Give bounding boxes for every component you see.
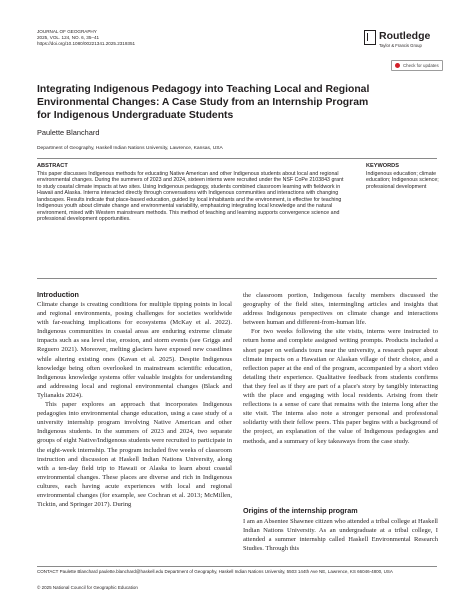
right-column [243,291,438,446]
author-name: Paulette Blanchard [37,128,100,137]
article-title: Integrating Indigenous Pedagogy into Teaching Local and Regional Environmental Changes: A Case Study from an Internship Program for Indigenous Undergraduate Students [37,84,370,121]
abstract-heading: ABSTRACT [37,163,68,169]
divider-top [37,158,437,159]
divider-footer [37,566,437,567]
section-heading-introduction: Introduction [37,290,79,299]
keywords-heading: KEYWORDS [366,163,399,169]
intro-paragraph-2: This paper explores an approach that incorporates Indigenous pedagogies into environmental change education, using a case study of a university internship program involving Native American and other Indigenous students. In the summers of 2023 and 2024, two separate groups of eight Native/Indigenous students were recruited to participate in the eight-week internship. The program included five weeks of classroom instruction and discussion at Haskell Indian Nations University, along with a ten-day field trip to Hawaii or Alaska to learn about coastal environmental changes. These places are diverse and rich in Indigenous cultures, each having acute experiences with local and regional environmental changes (for example, see Cochran et al. 2013; McMillen, Ticktin, and Springer 2017). During [37,401,232,509]
journal-header [37,29,135,48]
section-heading-origins: Origins of the internship program [243,506,358,515]
routledge-logo-icon [364,30,376,45]
journal-volume: 2025, VOL. 124, NO. 6, 35–41 [37,35,100,41]
publisher-name: Routledge [379,30,431,42]
doi-link[interactable]: https://doi.org/10.1080/00221341.2025.2319351 [37,41,136,47]
contact-footnote: CONTACT Paulette Blanchard paulette.blanchard@haskell.edu Department of Geography, Haskell Indian Nations University, 5503 144th Ave NE, Lawrence, KS 66046-4800, USA [37,569,393,574]
author-affiliation: Department of Geography, Haskell Indian Nations University, Lawrence, Kansas, USA [37,146,223,151]
journal-name: JOURNAL OF GEOGRAPHY [37,29,97,34]
check-updates-button[interactable] [391,60,443,71]
divider-abstract [37,278,437,279]
abstract-text: This paper discusses Indigenous methods for educating Native American and other Indigenous students about local and regional environmental changes. During the summers of 2023 and 2024, sixteen interns were recruited under the NSF CoPe 2103843 grant to study coastal climate impacts at two sites. Using Indigenous pedagogy, students combined classroom learning with fieldwork in Hawaii and Alaska. Interns interacted directly through conversations with Indigenous communities and interactions with changing landscapes. Results indicate that place-based education, guided by local inhabitants and the environment, is effective for teaching Indigenous youth about climate change and environmental variability, emphasizing integrating local knowledge and the natural environment, mixed with Western mainstream methods. This method of teaching and learning supports convergence science and professional development opportunities. [37,171,344,223]
intro-paragraph-1: Climate change is creating conditions for multiple tipping points in local and regional environments, posing challenges for societies worldwide with far-reaching implications for ecosystems (McKay et al. 2022). Indigenous communities in coastal areas are enduring extreme climate impacts such as sea level rise, erosion, and storm events (see Griggs and Reguero 2021). Moreover, melting glaciers have exposed new coastlines while altering existing ones (Kavan et al. 2025). Despite Indigenous knowledge being often overlooked in mainstream scientific education, Indigenous knowledge systems offer valuable insights for understanding and addressing local and regional environmental changes (Black and Tylianakis 2024). [37,301,232,399]
copyright-note: © 2025 National Council for Geographic Education [37,585,138,590]
origins-paragraph: I am an Absentee Shawnee citizen who attended a tribal college at Haskell Indian Nations University. As an undergraduate at a tribal college, I attended a summer internship called Haskell Environmental Research Studies. Through this [243,518,438,553]
right-paragraph-1: the classroom portion, Indigenous faculty members discussed the geography of the field sites, intermingling articles and insights that address Indigenous perspectives on climate change and interactions between human and different-from-human life. [243,292,438,327]
right-paragraph-2: For two weeks following the site visits, interns were instructed to return home and complete assigned writing prompts. Products included a short paper on wetlands tours near the university, a research paper about climate impacts on a Hawaiian or Alaskan village of their choice, and a reflection paper at the end of the program, accompanied by a short video detailing their experience. Qualitative feedback from students confirms that they feel as if they are part of a place's story by tangibly interacting with the place and engaging with local residents. Arising from their reflections is a sense of care that remains with the interns long after the site visit. The interns also note a stronger personal and professional solidarity with their fellow peers. This paper begins with a background of the project, an explanation of the value of Indigenous pedagogies and methods, and a summary of key takeaways from the case study. [243,328,438,445]
check-updates-icon [395,63,400,68]
check-updates-label: Check for updates [403,63,439,68]
keywords-text: Indigenous education; climate education; Indigenous science; professional development [366,171,439,190]
publisher-subtitle: Taylor & Francis Group [379,43,422,48]
left-column [37,300,232,509]
